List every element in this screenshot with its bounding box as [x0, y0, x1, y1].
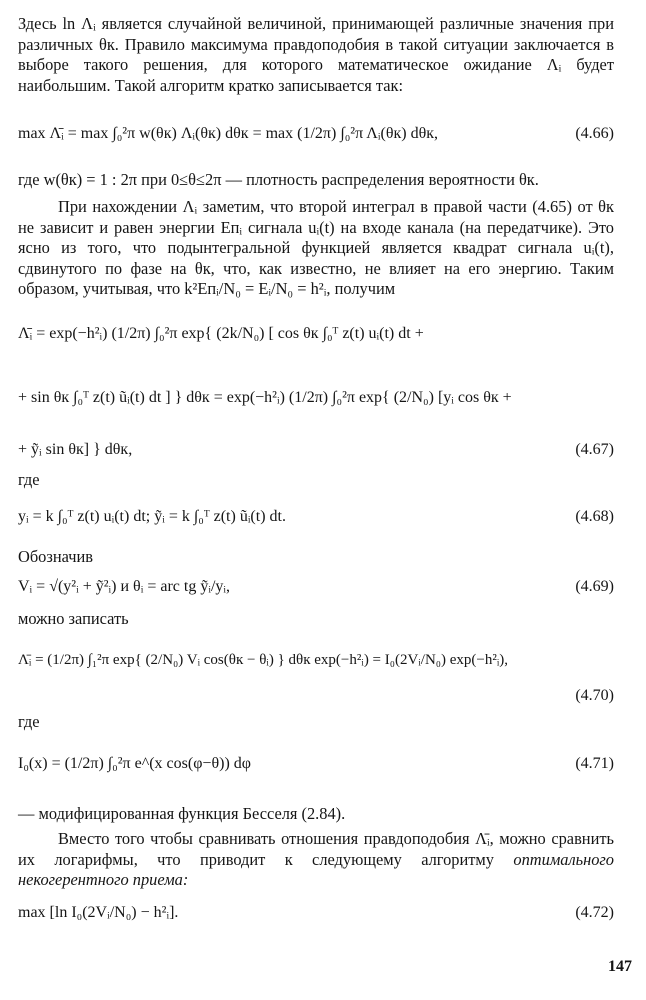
page-number: 147 [608, 958, 632, 975]
equation-line-2: + sin θк ∫₀ᵀ z(t) ũᵢ(t) dt ] } dθк = exp(−h²ᵢ) (1/2π) ∫₀²π exp{ (2/N₀) [yᵢ cos θк + [18, 388, 512, 406]
equation-number: (4.69) [575, 578, 614, 596]
equation-number: (4.72) [575, 903, 614, 921]
equation-body: I₀(x) = (1/2π) ∫₀²π e^(x cos(φ−θ)) dφ [18, 755, 252, 773]
equation-line-1: Λ̄ᵢ = exp(−h²ᵢ) (1/2π) ∫₀²π exp{ (2k/N₀) [ cos θк ∫₀ᵀ z(t) uᵢ(t) dt + [18, 324, 424, 342]
equation-number: (4.66) [575, 125, 614, 143]
paragraph-log-compare [18, 829, 614, 891]
equation-line-3: + ỹᵢ sin θк] } dθк, [18, 440, 133, 458]
paragraph-bessel: — модифицированная функция Бесселя (2.84). [18, 804, 346, 824]
label-where: где [18, 469, 40, 489]
equation-number: (4.67) [575, 440, 614, 458]
equation-4-67 [18, 306, 614, 466]
page [18, 14, 614, 931]
equation-4-72 [18, 895, 614, 931]
equation-body: max Λ̄ᵢ = max ∫₀²π w(θк) Λᵢ(θк) dθк = max (1/2π) ∫₀²π Λᵢ(θк) dθк, [18, 125, 439, 143]
paragraph-intro: Здесь ln Λᵢ является случайной величиной, принимающей различные значения при различных θк. Правило максимума правдоподобия в такой ситуации заключается в выборе такого решения, для которого математическое ожидание Λᵢ будет наибольшим. Такой алгоритм кратко записывается так: [18, 14, 614, 95]
equation-body: yᵢ = k ∫₀ᵀ z(t) uᵢ(t) dt; ỹᵢ = k ∫₀ᵀ z(t) ũᵢ(t) dt. [18, 507, 286, 525]
label-denoting: Обозначив [18, 546, 93, 566]
equation-number: (4.71) [575, 755, 614, 773]
equation-body: max [ln I₀(2Vᵢ/N₀) − h²ᵢ]. [18, 903, 179, 921]
label-where-2: где [18, 711, 40, 731]
paragraph-energy: При нахождении Λᵢ заметим, что второй интеграл в правой части (4.65) от θк не зависит и равен энергии Eпᵢ сигнала uᵢ(t) на входе канала (на передатчике). Это ясно из того, что подынтегральной функцией является квадрат сигнала uᵢ(t), сдвинутого по фазе на θк, что, как известно, не влияет на его энергию. Таким образом, учитывая, что k²Eпᵢ/N₀ = Eᵢ/N₀ = h²ᵢ, получим [18, 196, 614, 299]
label-can-write: можно записать [18, 609, 129, 629]
paragraph-italic-term: оптимального некогерентного приема: [18, 849, 614, 890]
equation-4-66 [18, 104, 614, 166]
equation-4-68 [18, 491, 614, 543]
equation-4-70 [18, 630, 614, 712]
paragraph-text: Вместо того чтобы сравнивать отношения правдоподобия Λ̄ᵢ, можно сравнить их логарифмы, что приводит к следующему алгоритму [18, 828, 614, 869]
equation-number: (4.68) [575, 507, 614, 525]
equation-4-69 [18, 567, 614, 607]
equation-body: Λ̄ᵢ = (1/2π) ∫₁²π exp{ (2/N₀) Vᵢ cos(θк − θᵢ) } dθк exp(−h²ᵢ) = I₀(2Vᵢ/N₀) exp(−h²ᵢ), [18, 651, 509, 668]
paragraph-density: где w(θк) = 1 : 2π при 0≤θ≤2π — плотность распределения вероятности θк. [18, 170, 539, 190]
equation-number: (4.70) [575, 686, 614, 704]
equation-4-71 [18, 732, 614, 800]
equation-body: Vᵢ = √(y²ᵢ + ỹ²ᵢ) и θᵢ = arc tg ỹᵢ/yᵢ, [18, 578, 231, 596]
